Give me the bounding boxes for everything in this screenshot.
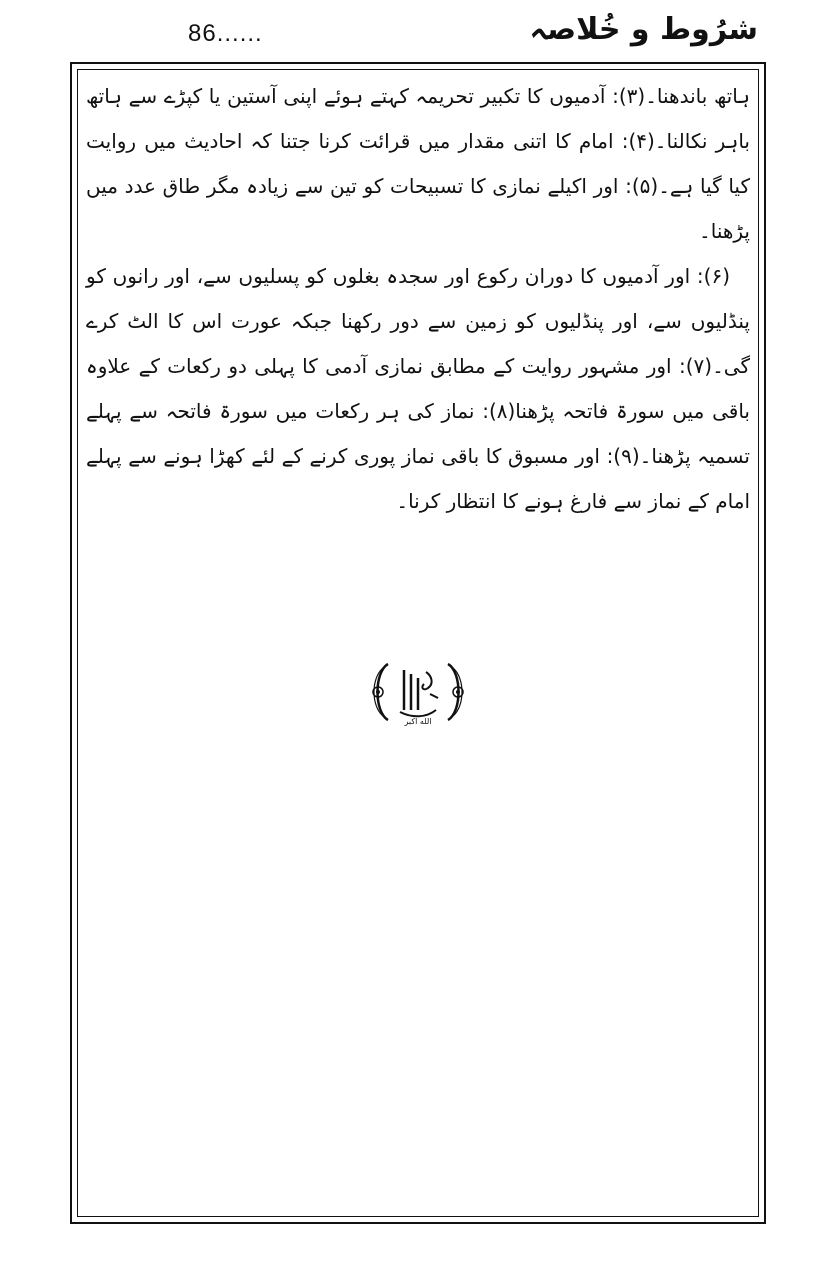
page-number: 86...... [188, 20, 263, 47]
paragraph-2: (۶): اور آدمیوں کا دوران رکوع اور سجدہ بغلوں کو پسلیوں سے، اور رانوں کو پنڈلیوں سے، اور پنڈلیوں کو زمین سے دور رکھنا جبکہ عورت اس کا الٹ کرے گی۔(۷): اور مشہور روایت کے مطابق نمازی آدمی کا پہلی دو رکعات کے علاوہ باقی میں سورۃ فاتحہ پڑھنا(۸): نماز کی ہر رکعات میں سورۃ فاتحہ سے پہلے تسمیہ پڑھنا۔(۹): اور مسبوق کا باقی نماز پوری کرنے کے لئے کھڑا ہونے سے پہلے امام کے نماز سے فارغ ہونے کا انتظار کرنا۔ [86, 264, 750, 513]
paragraph-1: ہاتھ باندھنا۔(۳): آدمیوں کا تکبیر تحریمہ کہتے ہوئے اپنی آستین یا کپڑے سے ہاتھ باہر نکالنا۔(۴): امام کا اتنی مقدار میں قرائت کرنا جتنا کہ احادیث میں روایت کیا گیا ہے۔(۵): اور اکیلے نمازی کا تسبیحات کو تین سے زیادہ مگر طاق عدد میں پڑھنا۔ [86, 84, 751, 243]
book-title: شرُوط و خُلاصہ [529, 12, 758, 47]
allahu-akbar-seal-icon [368, 658, 468, 726]
seal-lettering: الله اكبر [404, 717, 432, 726]
body-text [86, 74, 750, 524]
page-frame-inner [77, 69, 759, 1217]
page-header [70, 14, 770, 58]
page-frame [70, 62, 766, 1224]
